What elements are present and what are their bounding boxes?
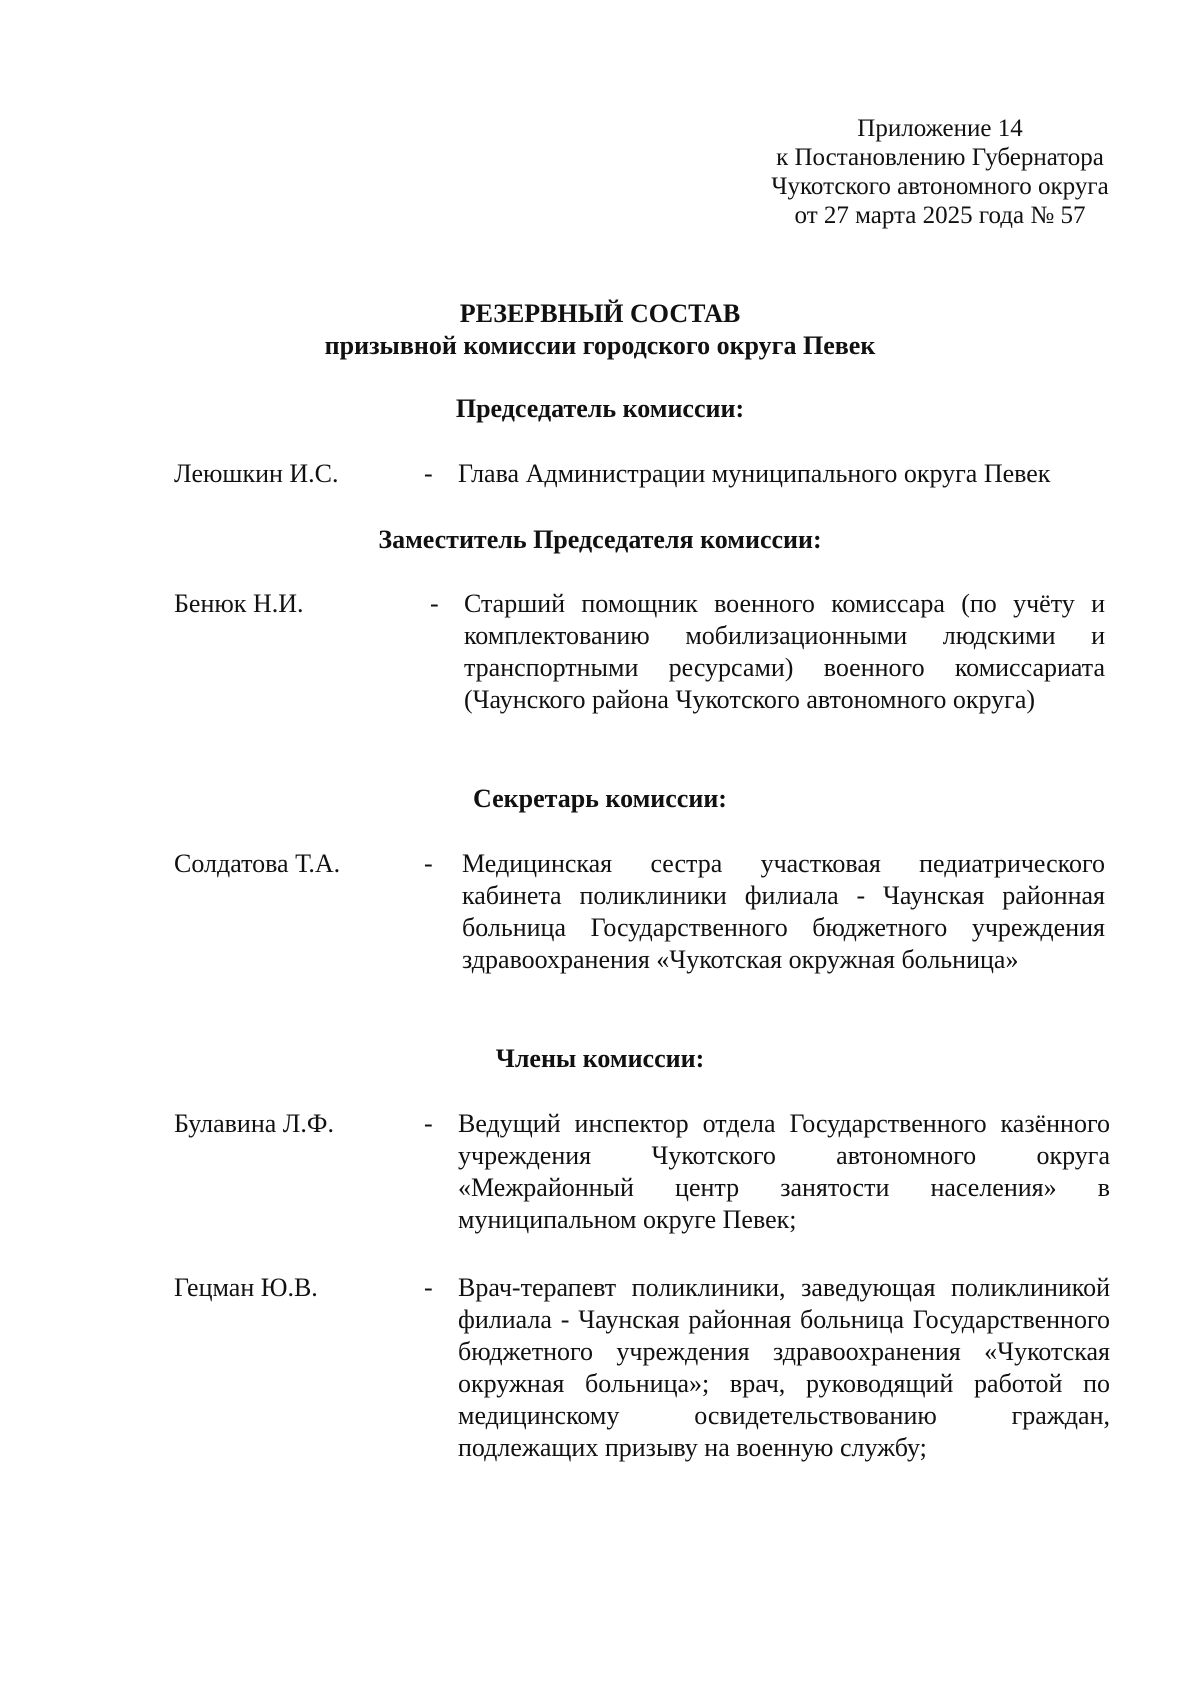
member-dash: - [424,1109,433,1138]
appendix-region: Чукотского автономного округа [771,173,1109,200]
title-subtitle: призывной комиссии городского округа Певек [324,331,876,360]
member-position: Медицинская сестра участковая педиатрического кабинета поликлиники филиала - Чаунская районная больница Государственного бюджетного учреждения здравоохранения «Чукотская окружная больница» [462,849,1105,974]
section-heading-members: Члены комиссии: [495,1044,705,1073]
section-heading-deputy: Заместитель Председателя комиссии: [378,525,822,554]
member-position: Глава Администрации муниципального округа Певек [458,459,1051,488]
member-position: Врач-терапевт поликлиники, заведующая поликлиникой филиала - Чаунская районная больница Государственного бюджетного учреждения здравоохранения «Чукотская окружная больница»; врач, руководящий работой по медицинскому освидетельствованию граждан, подлежащих призыву на военную службу; [458,1273,1110,1462]
member-name: Солдатова Т.А. [174,849,341,878]
member-position: Старший помощник военного комиссара (по учёту и комплектованию мобилизационными людскими и транспортными ресурсами) военного комиссариата (Чаунского района Чукотского автономного округа) [464,589,1105,714]
member-dash: - [430,589,439,618]
member-dash: - [424,459,433,488]
appendix-number: Приложение 14 [857,115,1023,142]
appendix-block [760,114,1120,230]
title-main: РЕЗЕРВНЫЙ СОСТАВ [459,299,741,328]
section-heading-secretary: Секретарь комиссии: [473,784,727,813]
section-heading-chairman: Председатель комиссии: [455,394,745,423]
member-name: Бенюк Н.И. [174,589,304,618]
appendix-resolution: к Постановлению Губернатора [776,144,1104,171]
appendix-date: от 27 марта 2025 года № 57 [794,202,1086,229]
document-title [0,298,1200,362]
member-dash: - [424,849,433,878]
member-name: Булавина Л.Ф. [174,1109,334,1138]
member-position: Ведущий инспектор отдела Государственного казённого учреждения Чукотского автономного округа «Межрайонный центр занятости населения» в муниципальном округе Певек; [458,1109,1110,1234]
member-dash: - [424,1273,433,1302]
member-name: Леюшкин И.С. [174,459,339,488]
member-name: Гецман Ю.В. [174,1273,318,1302]
